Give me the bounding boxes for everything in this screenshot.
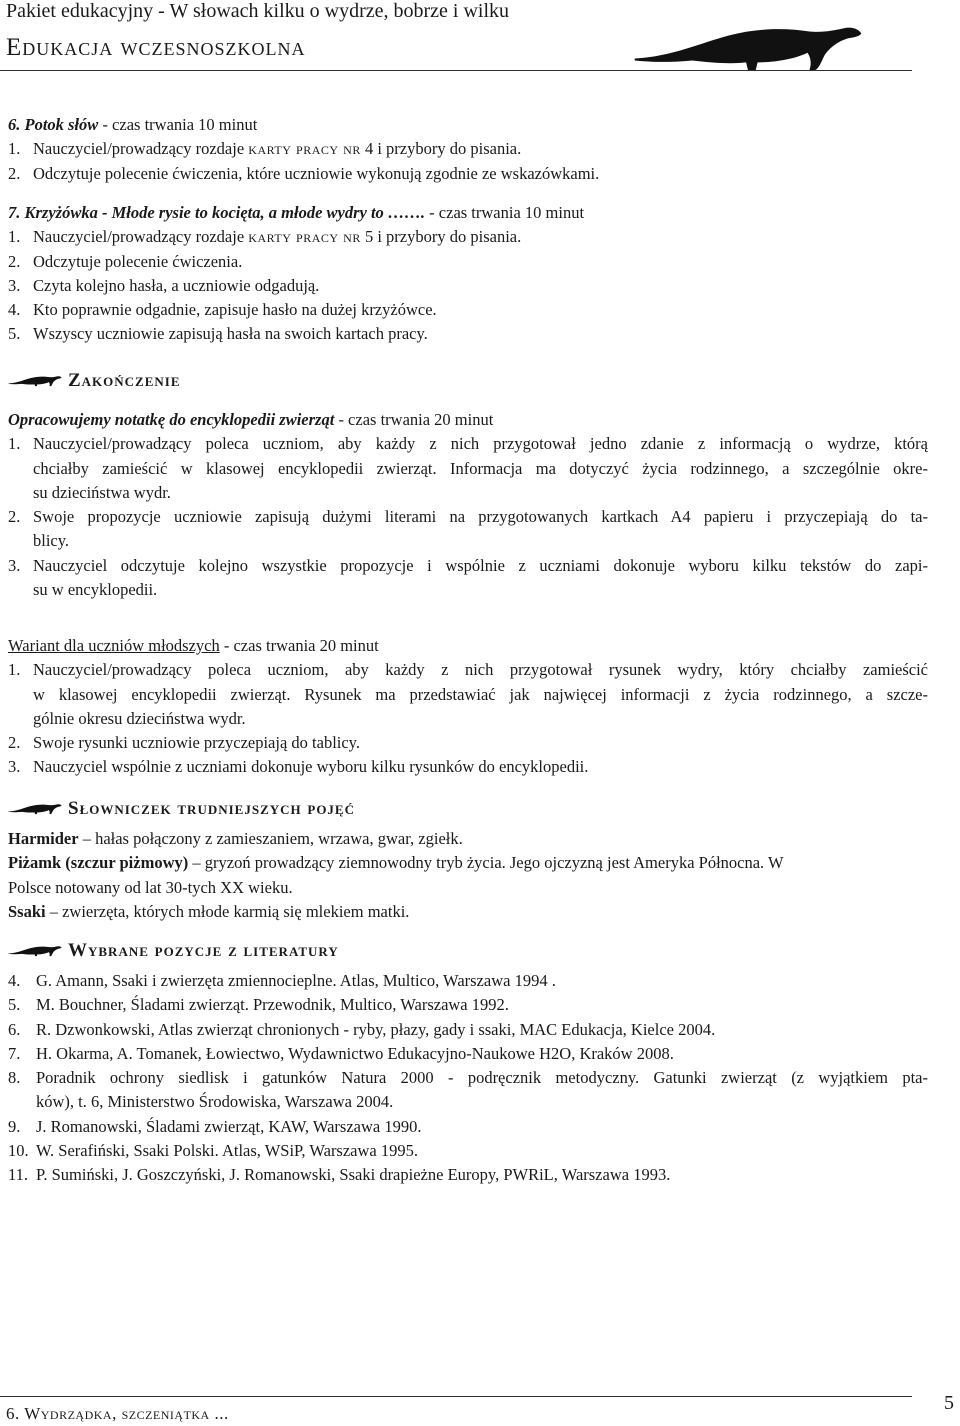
duration: - czas trwania 20 minut (219, 636, 379, 655)
header-subtitle: Edukacja wczesnoszkolna (6, 34, 306, 61)
section-krzyzowka (8, 201, 928, 347)
heading-zakonczenie (8, 370, 181, 392)
list-item: H. Okarma, A. Tomanek, Łowiectwo, Wydawnictwo Edukacyjno-Naukowe H2O, Kraków 2008. (36, 1043, 674, 1063)
otter-icon (8, 800, 62, 818)
heading-label: Zakończenie (68, 370, 181, 391)
glossary-entry: Harmider – hałas połączony z zamieszaniem, wrzawa, gwar, zgiełk. (8, 829, 463, 848)
item-number: 7. (8, 1043, 21, 1063)
list-item: Odczytuje polecenie ćwiczenia, które uczniowie wykonują zgodnie ze wskazówkami. (33, 163, 600, 183)
glossary-entry-continued: Polsce notowany od lat 30-tych XX wieku. (8, 877, 293, 897)
list-item: Swoje propozycje uczniowie zapisują dużymi literami na przygotowanych kartkach A4 papieru i przyczepiają do ta- blicy. (33, 507, 928, 551)
otter-logo-icon (632, 24, 864, 72)
list-item: Poradnik ochrony siedlisk i gatunków Natura 2000 - podręcznik metodyczny. Gatunki zwierząt (z wyjątkiem pta- ków), t. 6, Ministerstwo Środowiska, Warszawa 2004. (36, 1068, 928, 1112)
header-divider (0, 70, 912, 71)
glossary-entry: Ssaki – zwierzęta, których młode karmią się mlekiem matki. (8, 901, 410, 921)
heading-label: Wybrane pozycje z literatury (68, 940, 339, 961)
item-number: 8. (8, 1068, 21, 1088)
heading-slowniczek (8, 798, 355, 820)
item-number: 3. (8, 555, 21, 575)
glossary-entry: Piżamk (szczur piżmowy) – gryzoń prowadzący ziemnowodny tryb życia. Jego ojczyzną jest Ameryka Północna. W (8, 853, 784, 873)
otter-icon (8, 942, 62, 960)
section-title: 6. Potok słów (8, 115, 99, 134)
item-number: 5. (8, 324, 21, 344)
item-number: 9. (8, 1116, 21, 1136)
section-title: 7. Krzyżówka - Młode rysie to kocięta, a młode wydry to ……. (8, 203, 426, 222)
item-number: 6. (8, 1019, 21, 1039)
section-title: Wariant dla uczniów młodszych (8, 636, 220, 655)
item-number: 1. (8, 227, 21, 247)
list-item: J. Romanowski, Śladami zwierząt, KAW, Warszawa 1990. (36, 1116, 422, 1136)
list-item: Nauczyciel/prowadzący poleca uczniom, aby każdy z nich przygotował jedno zdanie z informacją o wydrze, którą chciałby zamieścić w klasowej encyklopedii zwierząt. Informacja ma dotyczyć życia rodzinnego, a szczególnie okre- su dzieciństwa wydr. (33, 434, 928, 502)
item-number: 3. (8, 275, 21, 295)
list-item: G. Amann, Ssaki i zwierzęta zmiennocieplne. Atlas, Multico, Warszawa 1994 . (36, 971, 556, 990)
list-item: M. Bouchner, Śladami zwierząt. Przewodnik, Multico, Warszawa 1992. (36, 995, 509, 1015)
list-item: W. Serafiński, Ssaki Polski. Atlas, WSiP, Warszawa 1995. (36, 1141, 418, 1161)
item-number: 2. (8, 507, 21, 527)
list-item: Nauczyciel/prowadzący rozdaje karty pracy nr 4 i przybory do pisania. (33, 139, 522, 159)
list-item: Nauczyciel odczytuje kolejno wszystkie propozycje i wspólnie z uczniami dokonuje wyboru kilku tekstów do zapi- su w encyklopedii. (33, 555, 928, 600)
list-item: P. Sumiński, J. Goszczyński, J. Romanowski, Ssaki drapieżne Europy, PWRiL, Warszawa 1993. (36, 1165, 671, 1185)
item-number: 4. (8, 971, 21, 990)
otter-icon (8, 372, 62, 390)
section-potok-slow (8, 113, 928, 186)
list-item: Swoje rysunki uczniowie przyczepiają do tablicy. (33, 733, 360, 753)
item-number: 4. (8, 300, 21, 320)
item-number: 2. (8, 251, 21, 271)
item-number: 2. (8, 163, 21, 183)
item-number: 5. (8, 995, 21, 1015)
duration: - czas trwania 10 minut (425, 203, 585, 222)
section-glossary (8, 827, 928, 924)
heading-literatura (8, 940, 339, 962)
list-item: Odczytuje polecenie ćwiczenia. (33, 251, 243, 271)
item-number: 1. (8, 434, 21, 454)
section-wariant (8, 634, 928, 780)
footer-chapter: 6. Wydrządka, szczeniątka ... (6, 1404, 229, 1423)
heading-label: Słowniczek trudniejszych pojęć (68, 798, 355, 819)
item-number: 3. (8, 757, 21, 777)
list-item: Wszyscy uczniowie zapisują hasła na swoich kartach pracy. (33, 324, 428, 344)
list-item: Nauczyciel/prowadzący poleca uczniom, aby każdy z nich przygotował rysunek wydry, który chciałby zamieścić w klasowej encyklopedii zwierząt. Rysunek ma przedstawiać jak najwięcej informacji z życia rodzinnego, a szcze- gólnie okresu dzieciństwa wydr. (33, 660, 928, 728)
list-item: R. Dzwonkowski, Atlas zwierząt chronionych - ryby, płazy, gady i ssaki, MAC Edukacja, Kielce 2004. (36, 1019, 716, 1039)
duration: - czas trwania 10 minut (98, 115, 258, 134)
footer-divider (0, 1396, 912, 1397)
list-item: Nauczyciel wspólnie z uczniami dokonuje wyboru kilku rysunków do encyklopedii. (33, 757, 589, 777)
item-number: 1. (8, 139, 21, 159)
list-item: Czyta kolejno hasła, a uczniowie odgadują. (33, 275, 320, 295)
list-item: Nauczyciel/prowadzący rozdaje karty pracy nr 5 i przybory do pisania. (33, 227, 522, 247)
bibliography-list (8, 969, 928, 1188)
header-title: Pakiet edukacyjny - W słowach kilku o wydrze, bobrze i wilku (6, 0, 510, 22)
section-title: Opracowujemy notatkę do encyklopedii zwierząt (8, 410, 335, 429)
list-item: Kto poprawnie odgadnie, zapisuje hasło na dużej krzyżówce. (33, 300, 437, 320)
item-number: 10. (8, 1141, 29, 1161)
item-number: 2. (8, 733, 21, 753)
duration: - czas trwania 20 minut (334, 410, 494, 429)
section-notatka (8, 408, 928, 602)
item-number: 1. (8, 660, 21, 680)
page-number: 5 (944, 1392, 954, 1414)
item-number: 11. (8, 1165, 29, 1185)
